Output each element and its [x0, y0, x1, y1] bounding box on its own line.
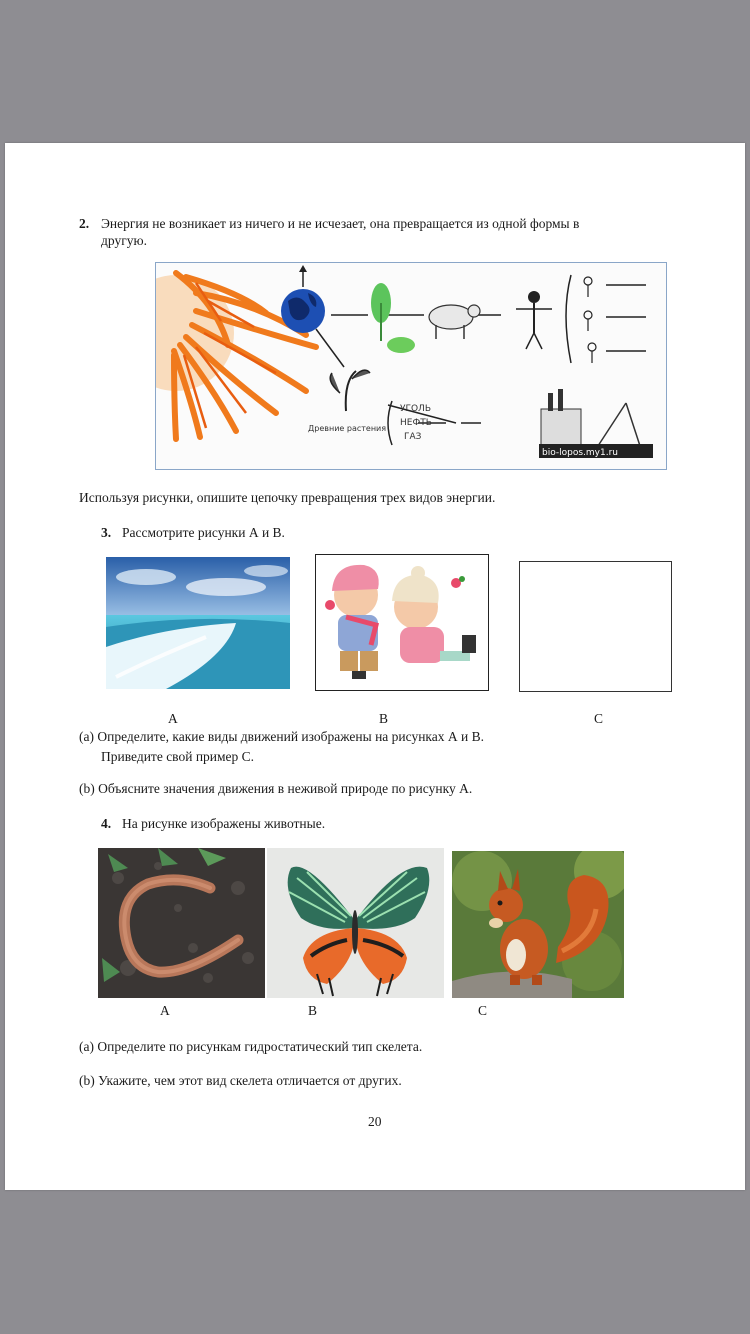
empty-image-box	[519, 561, 672, 692]
fuel-label-coal: УГОЛЬ	[400, 404, 431, 414]
question-3a-line-2: Приведите свой пример С.	[101, 749, 255, 764]
question-4-number: 4.	[101, 816, 112, 831]
ancient-plants-icon	[330, 370, 370, 411]
question-3-title: Рассмотрите рисунки А и В.	[122, 525, 285, 540]
ancient-plants-label: Древние растения	[308, 424, 387, 433]
question-3b: (b) Объясните значения движения в неживой природе по рисунку А.	[79, 781, 473, 796]
energy-chain-diagram	[155, 262, 667, 470]
fuel-label-oil: НЕФТЬ	[400, 418, 432, 428]
plant-icon	[371, 283, 415, 353]
question-4-title: На рисунке изображены животные.	[122, 816, 326, 831]
page-number: 20	[368, 1114, 382, 1129]
q4-label-b: В	[308, 1003, 318, 1018]
q3-label-a: А	[168, 711, 178, 726]
butterfly-image	[267, 848, 444, 998]
q3-label-b: В	[379, 711, 389, 726]
question-4b: (b) Укажите, чем этот вид скелета отличается от других.	[79, 1073, 402, 1088]
question-3-number: 3.	[101, 525, 112, 540]
q4-label-a: А	[160, 1003, 170, 1018]
human-icon	[516, 291, 552, 349]
children-image	[315, 554, 489, 691]
document-page	[5, 143, 745, 1190]
diagram-watermark: bio-lopos.my1.ru	[542, 448, 618, 458]
waterfall-image	[106, 557, 290, 689]
earthworm-image	[98, 848, 265, 998]
question-3a-line-1: (a) Определите, какие виды движений изображены на рисунках А и В.	[79, 729, 485, 744]
factory-icon	[541, 389, 641, 449]
question-2-task: Используя рисунки, опишите цепочку превращения трех видов энергии.	[79, 490, 496, 505]
q4-label-c: С	[478, 1003, 488, 1018]
earth-icon	[281, 289, 325, 333]
question-2-line-2: другую.	[101, 233, 147, 248]
fuel-label-gas: ГАЗ	[404, 432, 422, 442]
cow-icon	[429, 305, 480, 339]
question-4a: (a) Определите по рисункам гидростатический тип скелета.	[79, 1039, 423, 1054]
q3-label-c: С	[594, 711, 604, 726]
question-2-number: 2.	[79, 216, 90, 231]
question-2-line-1: Энергия не возникает из ничего и не исчезает, она превращается из одной формы в	[101, 216, 580, 231]
squirrel-image	[452, 851, 624, 998]
